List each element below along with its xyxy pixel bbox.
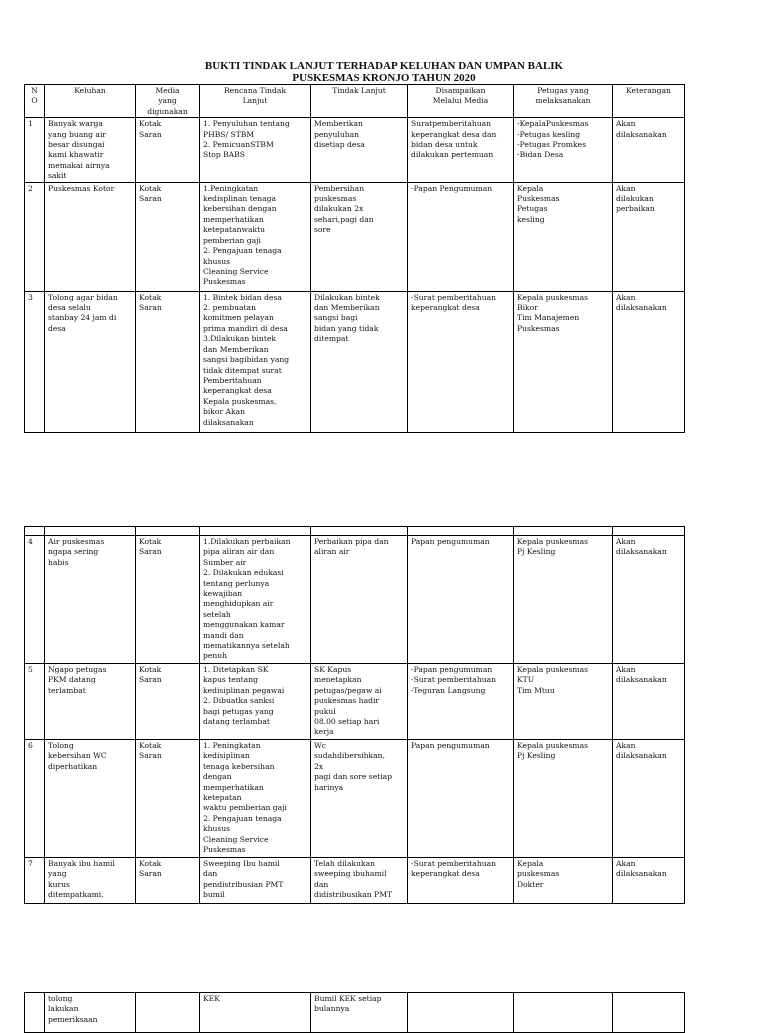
table-row xyxy=(25,740,685,858)
row-no: 3 xyxy=(25,291,45,432)
row-media: Kotak Saran xyxy=(136,291,200,432)
row-keluhan: Ngapo petugas PKM datang terlambat xyxy=(45,664,136,740)
row-petugas: Kepala puskesmas Dokter xyxy=(514,858,613,904)
row-keluhan: Air puskesmas ngapa sering habis xyxy=(45,536,136,664)
row-no: 4 xyxy=(25,536,45,664)
header-no: N O xyxy=(25,85,45,118)
header-keterangan: Keterangan xyxy=(613,85,685,118)
row-petugas: Kepala puskesmas Bikor Tim Manajemen Puskesmas xyxy=(514,291,613,432)
row-keluhan: Tolong kebersihan WC diperhatikan xyxy=(45,740,136,858)
row-tindak: Perbaikan pipa dan aliran air xyxy=(311,536,408,664)
row-media: Kotak Saran xyxy=(136,664,200,740)
row-rencana: 1.Peningkatan kedisplinan tenaga kebersihan dengan memperhatikan ketepatanwaktu pemberian gaji 2. Pengajuan tenaga khusus Cleaning Service Puskesmas xyxy=(200,182,311,291)
row-petugas xyxy=(514,993,613,1033)
row-keterangan: Akan dilaksanakan xyxy=(613,740,685,858)
table-row xyxy=(25,182,685,291)
row-media xyxy=(136,993,200,1033)
header-tindak: Tindak Lanjut xyxy=(311,85,408,118)
header-row xyxy=(25,85,685,118)
row-tindak: Wc sudahdibersihkan, 2x pagi dan sore setiap harinya xyxy=(311,740,408,858)
row-keluhan: tolong lakukan pemeriksaan xyxy=(45,993,136,1033)
complaint-table-2 xyxy=(24,526,685,904)
blank-header-row xyxy=(25,527,685,536)
row-disampaikan: Papan pengumuman xyxy=(408,536,514,664)
row-tindak: Memberikan penyuluhan disetiap desa xyxy=(311,118,408,182)
row-media: Kotak Saran xyxy=(136,858,200,904)
header-disampaikan: Disampaikan Melalui Media xyxy=(408,85,514,118)
row-petugas: Kepala Puskesmas Petugas kesling xyxy=(514,182,613,291)
row-keterangan: Akan dilaksanakan xyxy=(613,291,685,432)
table-row xyxy=(25,536,685,664)
row-tindak: Dilakukan bintek dan Memberikan sangsi bagi bidan yang tidak ditempat xyxy=(311,291,408,432)
header-rencana: Rencana Tindak Lanjut xyxy=(200,85,311,118)
row-rencana: 1.Dilakukan perbaikan pipa aliran air dan Sumber air 2. Dilakukan edukasi tentang perlunya kewajiban menghidupkan air setelah menggunakan kamar mandi dan mematikannya setelah penuh xyxy=(200,536,311,664)
row-disampaikan: -Papan pengumuman -Surat pemberitahuan -Teguran Langsung xyxy=(408,664,514,740)
row-disampaikan xyxy=(408,993,514,1033)
row-keterangan xyxy=(613,993,685,1033)
row-media: Kotak Saran xyxy=(136,536,200,664)
row-media: Kotak Saran xyxy=(136,182,200,291)
row-keterangan: Akan dilaksanakan xyxy=(613,118,685,182)
header-keluhan: Keluhan xyxy=(45,85,136,118)
row-keluhan: Puskesmas Kotor xyxy=(45,182,136,291)
row-petugas: Kepala puskesmas KTU Tim Mtuu xyxy=(514,664,613,740)
row-media: Kotak Saran xyxy=(136,118,200,182)
row-no xyxy=(25,993,45,1033)
row-tindak: Pembersihan puskesmas dilakukan 2x sehari,pagi dan sore xyxy=(311,182,408,291)
row-no: 5 xyxy=(25,664,45,740)
row-tindak: Telah dilakukan sweeping ibuhamil dan didistribusikan PMT xyxy=(311,858,408,904)
row-disampaikan: -Surat pemberitahuan keperangkat desa xyxy=(408,858,514,904)
row-petugas: -KepalaPuskesmas -Petugas kesling -Petugas Promkes -Bidan Desa xyxy=(514,118,613,182)
table-row xyxy=(25,993,685,1033)
row-rencana: 1. Penyuluhan tentang PHBS/ STBM 2. PemicuanSTBM Stop BABS xyxy=(200,118,311,182)
row-no: 1 xyxy=(25,118,45,182)
document-title-line2: PUSKESMAS KRONJO TAHUN 2020 xyxy=(292,72,476,84)
row-tindak: Bumil KEK setiap bulannya xyxy=(311,993,408,1033)
table-row xyxy=(25,858,685,904)
row-rencana: 1. Peningkatan kedisiplinan tenaga kebersihan dengan memperhatikan ketepatan waktu pemberian gaji 2. Pengajuan tenaga khusus Cleaning Service Puskesmas xyxy=(200,740,311,858)
row-rencana: KEK xyxy=(200,993,311,1033)
row-keluhan: Banyak warga yang buang air besar disungai kami khawatir memakai airnya sakit xyxy=(45,118,136,182)
row-media: Kotak Saran xyxy=(136,740,200,858)
row-petugas: Kepala puskesmas Pj Kesling xyxy=(514,740,613,858)
table-row xyxy=(25,118,685,182)
row-petugas: Kepala puskesmas Pj Kesling xyxy=(514,536,613,664)
row-keterangan: Akan dilaksanakan xyxy=(613,536,685,664)
table-row xyxy=(25,664,685,740)
row-keluhan: Tolong agar bidan desa selalu stanbay 24 jam di desa xyxy=(45,291,136,432)
row-keluhan: Banyak ibu hamil yang kurus ditempatkami, xyxy=(45,858,136,904)
row-disampaikan: Papan pengumuman xyxy=(408,740,514,858)
row-rencana: 1. Bintek bidan desa 2. pembuatan komitmen pelayan prima mandiri di desa 3.Dilakukan bintek dan Memberikan sangsi bagibidan yang tidak ditempat surat Pemberitahuan keperangkat desa Kepala puskesmas, bikor Akan dilaksanakan xyxy=(200,291,311,432)
row-no: 6 xyxy=(25,740,45,858)
document-title-line1: BUKTI TINDAK LANJUT TERHADAP KELUHAN DAN UMPAN BALIK xyxy=(204,60,564,72)
header-petugas: Petugas yang melaksanakan xyxy=(514,85,613,118)
row-rencana: 1. Ditetapkan SK kapus tentang kedisiplinan pegawai 2. Dibuatka sanksi bagi petugas yang datang terlambat xyxy=(200,664,311,740)
header-media: Media yang digunakan xyxy=(136,85,200,118)
row-disampaikan: -Surat pemberitahuan keperangkat desa xyxy=(408,291,514,432)
row-keterangan: Akan dilaksanakan xyxy=(613,858,685,904)
row-no: 7 xyxy=(25,858,45,904)
complaint-table-1 xyxy=(24,84,685,433)
table-row xyxy=(25,291,685,432)
complaint-table-3 xyxy=(24,992,685,1033)
row-rencana: Sweeping Ibu hamil dan pendistribusian PMT bumil xyxy=(200,858,311,904)
row-disampaikan: Suratpemberitahuan keperangkat desa dan bidan desa untuk dilakukan pertemuan xyxy=(408,118,514,182)
row-no: 2 xyxy=(25,182,45,291)
row-keterangan: Akan dilakukan perbaikan xyxy=(613,182,685,291)
row-keterangan: Akan dilaksanakan xyxy=(613,664,685,740)
row-tindak: SK Kapus menetapkan petugas/pegaw ai puskesmas hadir pukul 08.00 setiap hari kerja xyxy=(311,664,408,740)
row-disampaikan: -Papan Pengumuman xyxy=(408,182,514,291)
